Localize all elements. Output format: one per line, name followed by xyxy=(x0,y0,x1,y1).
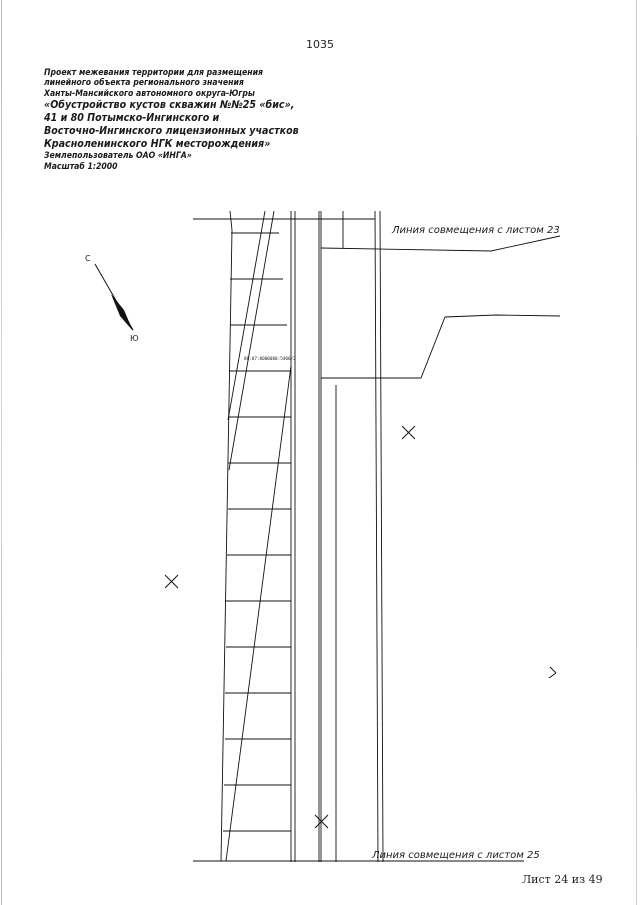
scale-line: Масштаб 1:2000 xyxy=(44,161,118,172)
corridor-lines xyxy=(291,211,383,862)
page-number: 1035 xyxy=(306,38,334,51)
title-line: Ханты-Мансийского автономного округа-Югры xyxy=(44,88,255,99)
south-label: Ю xyxy=(130,334,139,343)
north-arrow-icon xyxy=(95,264,133,331)
title-line: Красноленинского НГК месторождения» xyxy=(44,138,271,151)
title-line: Проект межевания территории для размещения xyxy=(44,68,263,78)
title-line: Восточно-Ингинского лицензионных участков xyxy=(44,125,299,138)
grid-cross xyxy=(165,575,178,588)
hatched-parcel xyxy=(221,211,292,861)
pad-outline xyxy=(321,236,560,378)
grid-cross xyxy=(402,426,415,439)
title-line: 41 и 80 Потымско-Ингинского и xyxy=(44,112,220,125)
match-line-bottom-label: Линия совмещения с листом 25 xyxy=(372,850,540,861)
grid-cross xyxy=(315,815,328,828)
grid-cross-partial xyxy=(549,667,556,678)
title-line: линейного объекта регионального значения xyxy=(44,78,244,89)
parcel-number: 86:07:0000000:5406/2 xyxy=(244,357,296,362)
title-line: «Обустройство кустов скважин №№25 «бис», xyxy=(44,99,295,112)
match-line-top-label: Линия совмещения с листом 23 xyxy=(392,225,560,236)
land-user-line: Землепользователь ОАО «ИНГА» xyxy=(44,151,192,162)
sheet-footer: Лист 24 из 49 xyxy=(522,873,603,886)
north-label: С xyxy=(85,254,91,263)
